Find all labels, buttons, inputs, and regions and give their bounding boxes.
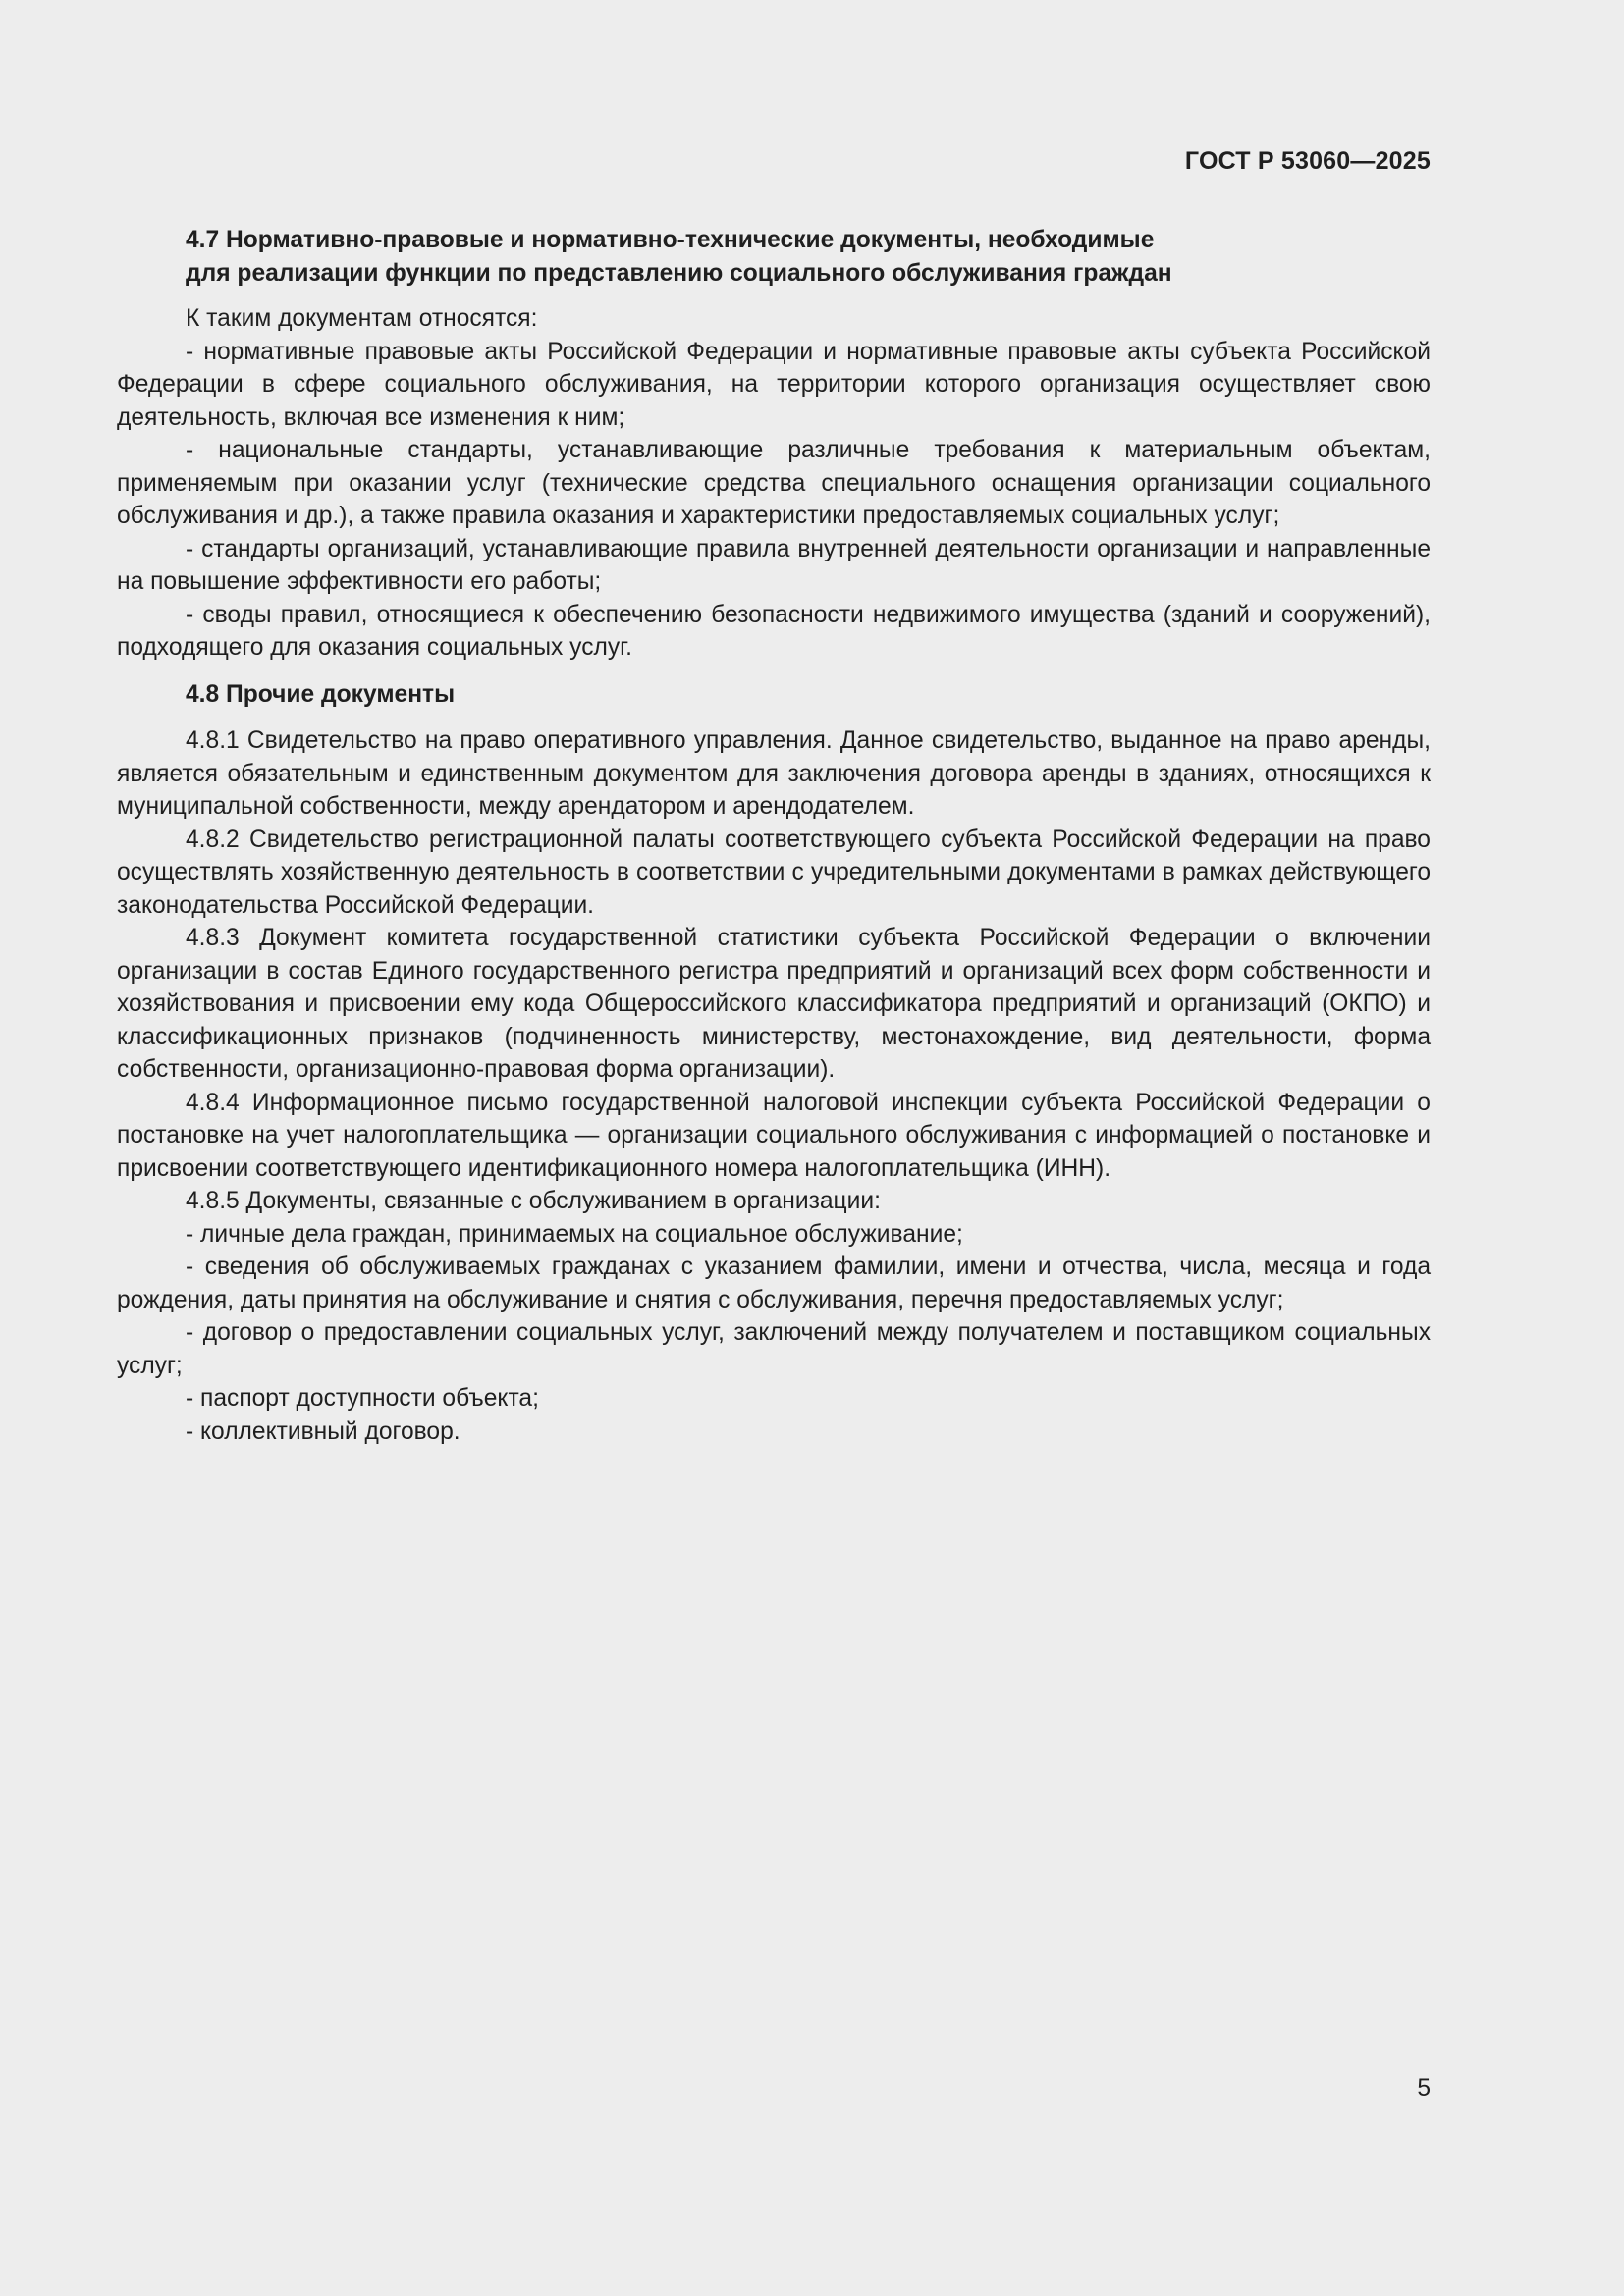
list-item: - нормативные правовые акты Российской Федерации и нормативные правовые акты субъекта Российской Федерации в сфере социального обслуживания, на территории которого организация осуществляет свою деятельность, включая все изменения к ним; (117, 338, 1431, 431)
paragraph-4-8-1: 4.8.1 Свидетельство на право оперативного управления. Данное свидетельство, выданное на право аренды, является обязательным и единственным документом для заключения договора аренды в зданиях, относящихся к муниципальной собственности, между арендатором и арендодателем. (117, 727, 1431, 820)
section-4-7-heading (117, 224, 1431, 290)
list-item: - договор о предоставлении социальных услуг, заключений между получателем и поставщиком социальных услуг; (117, 1319, 1431, 1379)
section-4-7-heading-line1: 4.7 Нормативно-правовые и нормативно-технические документы, необходимые (186, 227, 1155, 253)
list-item: - коллективный договор. (186, 1417, 460, 1445)
page-number: 5 (1417, 2075, 1431, 2102)
list-item: - сведения об обслуживаемых гражданах с указанием фамилии, имени и отчества, числа, месяца и года рождения, даты принятия на обслуживание и снятия с обслуживания, перечня предоставляемых услуг; (117, 1254, 1431, 1313)
list-item: - своды правил, относящиеся к обеспечению безопасности недвижимого имущества (зданий и сооружений), подходящего для оказания социальных услуг. (117, 601, 1431, 661)
document-body (117, 224, 1431, 1448)
section-4-7-intro: К таким документам относятся: (186, 305, 538, 332)
section-4-8-heading: 4.8 Прочие документы (186, 680, 456, 708)
list-item: - национальные стандарты, устанавливающие различные требования к материальным объектам, применяемым при оказании услуг (технические средства специального оснащения организации социального обслуживания и др.), а также правила оказания и характеристики предоставляемых социальных услуг; (117, 437, 1431, 529)
list-item: - личные дела граждан, принимаемых на социальное обслуживание; (186, 1220, 963, 1248)
list-item: - паспорт доступности объекта; (186, 1385, 539, 1412)
paragraph-4-8-5: 4.8.5 Документы, связанные с обслуживанием в организации: (186, 1188, 881, 1214)
document-code-header: ГОСТ Р 53060—2025 (1184, 147, 1431, 175)
section-4-7-heading-line2: для реализации функции по представлению социального обслуживания граждан (186, 259, 1172, 287)
paragraph-4-8-2: 4.8.2 Свидетельство регистрационной палаты соответствующего субъекта Российской Федерации на право осуществлять хозяйственную деятельность в соответствии с учредительными документами в рамках действующего законодательства Российской Федерации. (117, 826, 1431, 919)
list-item: - стандарты организаций, устанавливающие правила внутренней деятельности организации и направленные на повышение эффективности его работы; (117, 535, 1431, 595)
paragraph-4-8-4: 4.8.4 Информационное письмо государственной налоговой инспекции субъекта Российской Федерации о постановке на учет налогоплательщика — организации социального обслуживания с информацией о постановке и присвоении соответствующего идентификационного номера налогоплательщика (ИНН). (117, 1089, 1431, 1182)
paragraph-4-8-3: 4.8.3 Документ комитета государственной статистики субъекта Российской Федерации о включении организации в состав Единого государственного регистра предприятий и организаций всех форм собственности и хозяйствования и присвоении ему кода Общероссийского классификатора предприятий и организаций (ОКПО) и классификационных признаков (подчиненность министерству, местонахождение, вид деятельности, форма собственности, организационно-правовая форма организации). (117, 925, 1431, 1083)
